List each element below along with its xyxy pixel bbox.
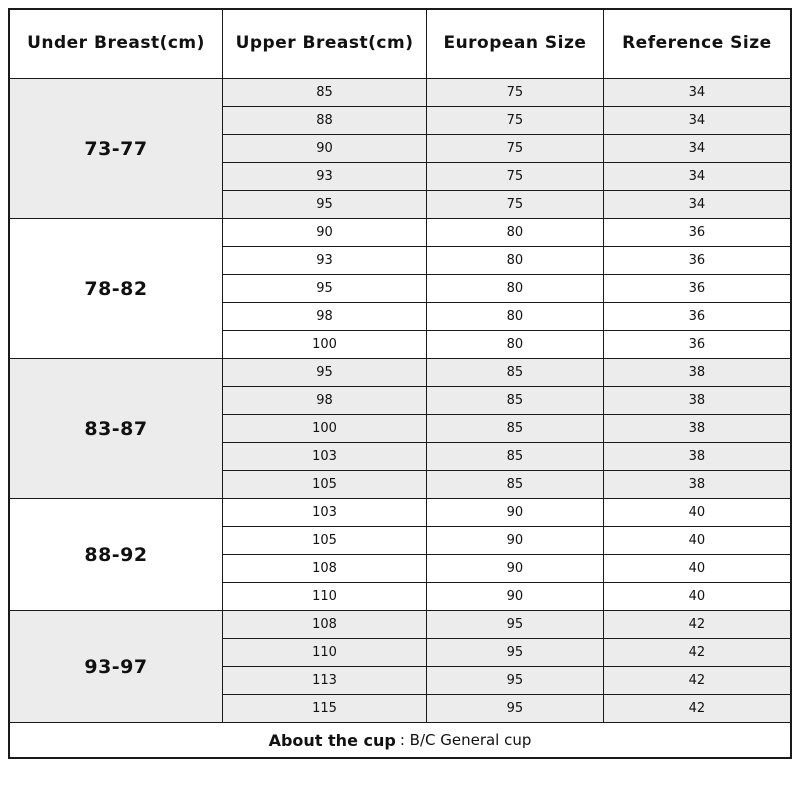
european-size-cell: 85 (427, 387, 604, 415)
reference-size-cell: 36 (603, 303, 791, 331)
reference-size-cell: 40 (603, 527, 791, 555)
reference-size-cell: 36 (603, 275, 791, 303)
under-breast-range-cell: 93-97 (9, 611, 222, 723)
european-size-cell: 75 (427, 135, 604, 163)
about-the-cup-value: : B/C General cup (399, 731, 532, 749)
reference-size-cell: 42 (603, 695, 791, 723)
upper-breast-cell: 103 (222, 499, 426, 527)
european-size-cell: 95 (427, 639, 604, 667)
table-row (9, 359, 791, 387)
reference-size-cell: 38 (603, 443, 791, 471)
upper-breast-cell: 105 (222, 527, 426, 555)
reference-size-cell: 36 (603, 331, 791, 359)
european-size-cell: 75 (427, 191, 604, 219)
reference-size-cell: 42 (603, 611, 791, 639)
european-size-cell: 90 (427, 499, 604, 527)
european-size-cell: 75 (427, 163, 604, 191)
under-breast-range-cell: 83-87 (9, 359, 222, 499)
about-the-cup-label: About the cup (268, 730, 396, 750)
upper-breast-cell: 98 (222, 303, 426, 331)
european-size-cell: 75 (427, 107, 604, 135)
upper-breast-cell: 90 (222, 219, 426, 247)
reference-size-cell: 34 (603, 191, 791, 219)
upper-breast-cell: 93 (222, 163, 426, 191)
header-row (9, 9, 791, 79)
european-size-cell: 85 (427, 443, 604, 471)
upper-breast-cell: 110 (222, 639, 426, 667)
european-size-cell: 80 (427, 303, 604, 331)
reference-size-cell: 34 (603, 135, 791, 163)
upper-breast-cell: 100 (222, 331, 426, 359)
footer-row (9, 723, 791, 759)
reference-size-cell: 40 (603, 583, 791, 611)
upper-breast-cell: 93 (222, 247, 426, 275)
upper-breast-cell: 85 (222, 79, 426, 107)
table-row (9, 499, 791, 527)
table-row (9, 79, 791, 107)
reference-size-cell: 38 (603, 359, 791, 387)
reference-size-cell: 42 (603, 667, 791, 695)
upper-breast-cell: 115 (222, 695, 426, 723)
table-footer (9, 723, 791, 759)
upper-breast-cell: 95 (222, 275, 426, 303)
reference-size-cell: 40 (603, 555, 791, 583)
upper-breast-cell: 108 (222, 611, 426, 639)
upper-breast-cell: 98 (222, 387, 426, 415)
european-size-cell: 85 (427, 471, 604, 499)
table-header (9, 9, 791, 79)
upper-breast-cell: 105 (222, 471, 426, 499)
european-size-cell: 90 (427, 527, 604, 555)
under-breast-range-cell: 78-82 (9, 219, 222, 359)
upper-breast-cell: 110 (222, 583, 426, 611)
reference-size-cell: 34 (603, 79, 791, 107)
european-size-cell: 90 (427, 583, 604, 611)
about-the-cup-cell (9, 723, 791, 759)
european-size-cell: 80 (427, 331, 604, 359)
upper-breast-cell: 113 (222, 667, 426, 695)
european-size-cell: 95 (427, 667, 604, 695)
european-size-cell: 80 (427, 247, 604, 275)
european-size-cell: 80 (427, 219, 604, 247)
column-header-european-size: European Size (427, 9, 604, 79)
upper-breast-cell: 108 (222, 555, 426, 583)
reference-size-cell: 38 (603, 471, 791, 499)
upper-breast-cell: 95 (222, 191, 426, 219)
upper-breast-cell: 88 (222, 107, 426, 135)
table-row (9, 219, 791, 247)
upper-breast-cell: 90 (222, 135, 426, 163)
reference-size-cell: 38 (603, 387, 791, 415)
column-header-reference-size: Reference Size (603, 9, 791, 79)
european-size-cell: 90 (427, 555, 604, 583)
reference-size-cell: 34 (603, 163, 791, 191)
upper-breast-cell: 100 (222, 415, 426, 443)
reference-size-cell: 34 (603, 107, 791, 135)
european-size-cell: 85 (427, 415, 604, 443)
size-chart-table (8, 8, 792, 759)
under-breast-range-cell: 88-92 (9, 499, 222, 611)
reference-size-cell: 42 (603, 639, 791, 667)
european-size-cell: 95 (427, 695, 604, 723)
column-header-upper-breast: Upper Breast(cm) (222, 9, 426, 79)
under-breast-range-cell: 73-77 (9, 79, 222, 219)
table-body (9, 79, 791, 723)
reference-size-cell: 38 (603, 415, 791, 443)
reference-size-cell: 36 (603, 219, 791, 247)
column-header-under-breast: Under Breast(cm) (9, 9, 222, 79)
european-size-cell: 95 (427, 611, 604, 639)
reference-size-cell: 36 (603, 247, 791, 275)
upper-breast-cell: 103 (222, 443, 426, 471)
european-size-cell: 80 (427, 275, 604, 303)
european-size-cell: 85 (427, 359, 604, 387)
european-size-cell: 75 (427, 79, 604, 107)
table-row (9, 611, 791, 639)
upper-breast-cell: 95 (222, 359, 426, 387)
reference-size-cell: 40 (603, 499, 791, 527)
